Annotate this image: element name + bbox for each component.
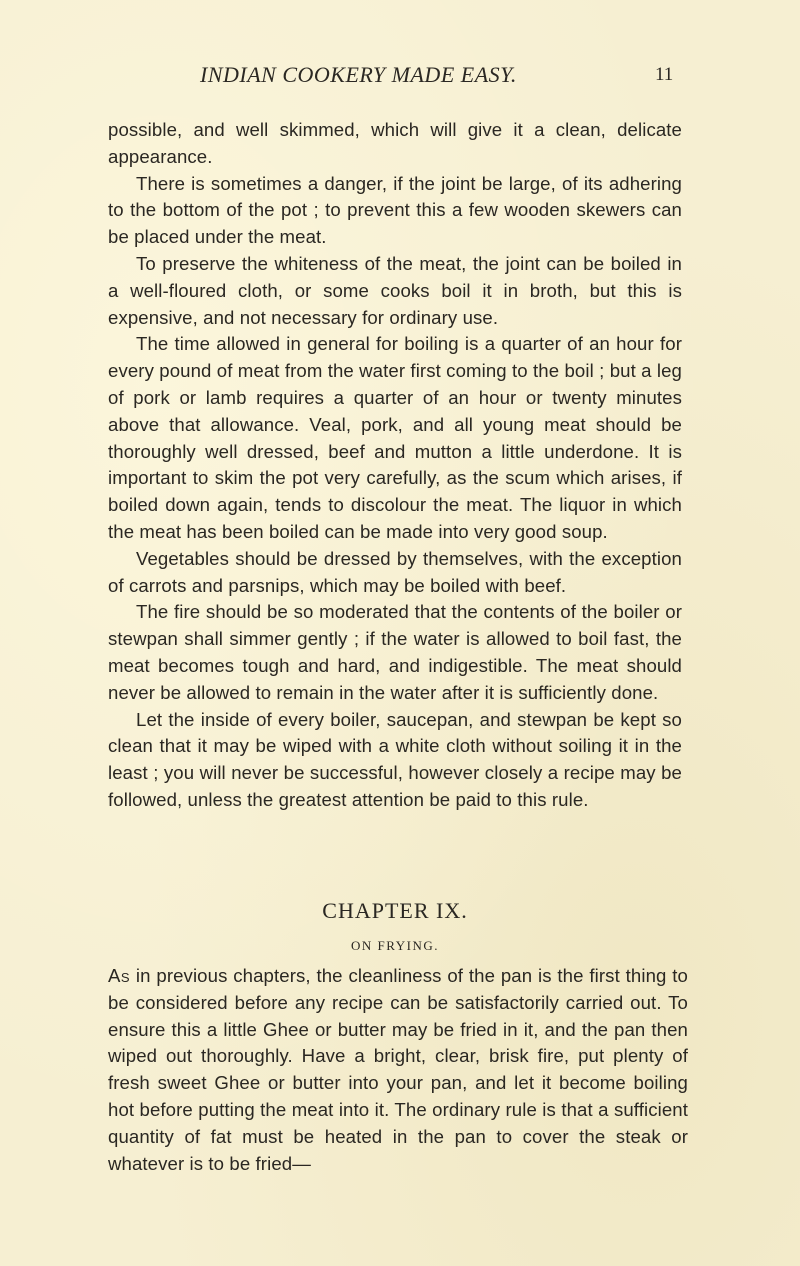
- chapter-first-word: As: [108, 965, 131, 986]
- chapter-title: CHAPTER IX.: [322, 898, 468, 923]
- running-title: INDIAN COOKERY MADE EASY.: [200, 62, 517, 87]
- chapter-paragraph-body: in previous chapters, the cleanliness of the pan is the first thing to be considered before any recipe can be satisfactorily carried out. To ensure this a little Ghee or butter may be fried in it, and the pan then wiped out thoroughly. Have a bright, clear, brisk fire, put plenty of fresh sweet Ghee or butter into your pan, and let it become boiling hot before putting the meat into it. The ordinary rule is that a sufficient quantity of fat must be heated in the pan to cover the steak or whatever is to be fried—: [108, 965, 688, 1174]
- body-text: [108, 117, 682, 814]
- paragraph-cleanliness: Let the inside of every boiler, saucepan, and stewpan be kept so clean that it may be wiped with a white cloth without soiling it in the least ; you will never be successful, however closely a recipe may be followed, unless the greatest attention be paid to this rule.: [108, 708, 682, 810]
- chapter-paragraph: [108, 963, 688, 1177]
- paragraph-whiteness: To preserve the whiteness of the meat, the joint can be boiled in a well-floured cloth, or some cooks boil it in broth, but this is expensive, and not necessary for ordinary use.: [108, 252, 682, 328]
- paragraph-fire: The fire should be so moderated that the contents of the boiler or stewpan shall simmer gently ; if the water is allowed to boil fast, the meat becomes tough and hard, and indigestible. The meat should never be allowed to remain in the water after it is sufficiently done.: [108, 601, 682, 703]
- chapter-subtitle: ON FRYING.: [351, 938, 439, 953]
- paragraph-vegetables: Vegetables should be dressed by themselves, with the exception of carrots and parsnips, which may be boiled with beef.: [108, 547, 682, 596]
- paragraph-skewers: There is sometimes a danger, if the joint be large, of its adhering to the bottom of the pot ; to prevent this a few wooden skewers can be placed under the meat.: [108, 172, 682, 248]
- page-number: 11: [655, 64, 674, 85]
- paragraph-continuation: possible, and well skimmed, which will give it a clean, delicate appearance.: [108, 119, 682, 167]
- paragraph-boiling-time: The time allowed in general for boiling is a quarter of an hour for every pound of meat from the water first coming to the boil ; but a leg of pork or lamb requires a quarter of an hour or twenty minutes above that allowance. Veal, pork, and all young meat should be thoroughly well dressed, beef and mutton a little underdone. It is important to skim the pot very carefully, as the scum which arises, if boiled down again, tends to discolour the meat. The liquor in which the meat has been boiled can be made into very good soup.: [108, 333, 682, 542]
- chapter-text: [108, 963, 688, 1177]
